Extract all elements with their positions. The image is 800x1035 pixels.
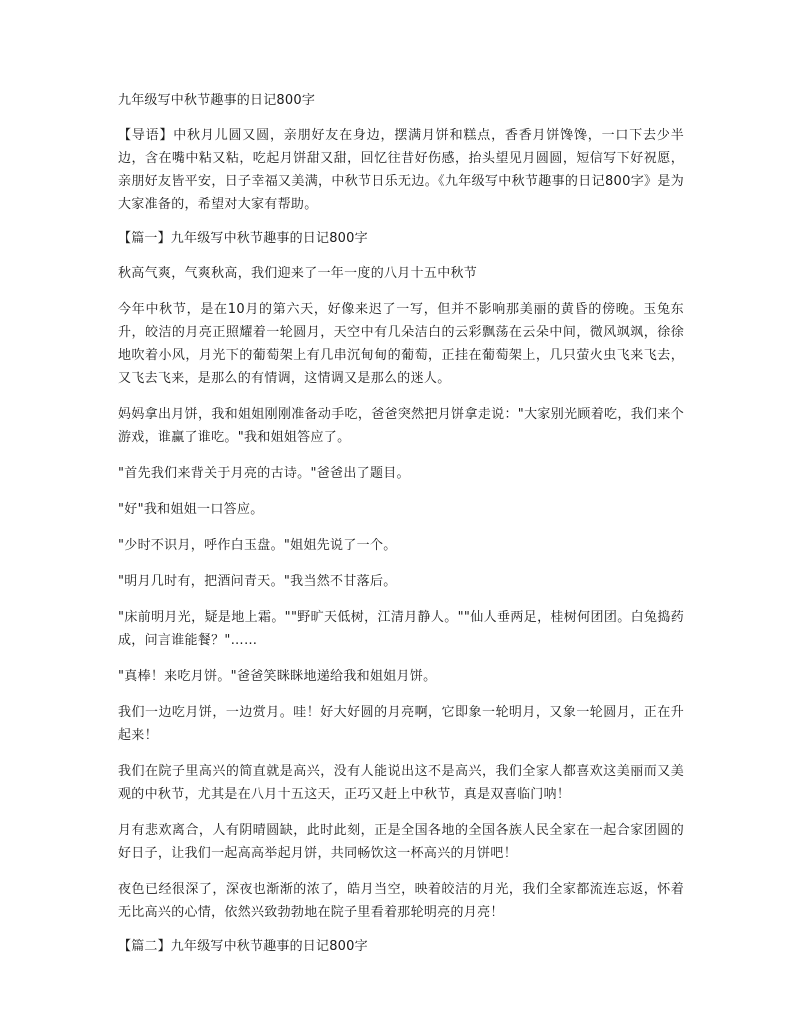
paragraph: "床前明月光，疑是地上霜。""野旷天低树，江清月静人。""仙人垂两足，桂树何团团。白兔捣药成，问言谁能餐？"…… (118, 610, 684, 648)
section-heading-2: 【篇二】九年级写中秋节趣事的日记800字 (118, 939, 368, 954)
paragraph: 妈妈拿出月饼，我和姐姐刚刚准备动手吃，爸爸突然把月饼拿走说："大家别光顾着吃，我们来个游戏，谁赢了谁吃。"我和姐姐答应了。 (118, 407, 684, 445)
paragraph: "好"我和姐姐一口答应。 (118, 502, 264, 517)
paragraph: "首先我们来背关于月亮的古诗。"爸爸出了题目。 (118, 466, 410, 481)
paragraph: 今年中秋节，是在10月的第六天，好像来迟了一写，但并不影响那美丽的黄昏的傍晚。玉兔东升，皎洁的月亮正照耀着一轮圆月，天空中有几朵洁白的云彩飘荡在云朵中间，微风飒飒，徐徐地吹着小风，月光下的葡萄架上有几串沉甸甸的葡萄，正挂在葡萄架上，几只萤火虫飞来飞去，又飞去飞来，是那么的有情调，这情调又是那么的迷人。 (118, 302, 684, 386)
section-heading-1: 【篇一】九年级写中秋节趣事的日记800字 (118, 231, 368, 246)
paragraph: 我们在院子里高兴的简直就是高兴，没有人能说出这不是高兴，我们全家人都喜欢这美丽而又美观的中秋节，尤其是在八月十五这天，正巧又赶上中秋节，真是双喜临门呐！ (118, 764, 684, 802)
document-title: 九年级写中秋节趣事的日记800字 (118, 93, 316, 108)
paragraph: 月有悲欢离合，人有阴晴圆缺，此时此刻，正是全国各地的全国各族人民全家在一起合家团圆的好日子，让我们一起高高举起月饼，共同畅饮这一杯高兴的月饼吧！ (118, 823, 684, 861)
paragraph: 我们一边吃月饼，一边赏月。哇！好大好圆的月亮啊，它即象一轮明月，又象一轮圆月，正在升起来！ (118, 705, 684, 743)
intro-paragraph: 【导语】中秋月儿圆又圆，亲朋好友在身边，摆满月饼和糕点，香香月饼馋馋，一口下去少半边，含在嘴中粘又粘，吃起月饼甜又甜，回忆往昔好伤感，抬头望见月圆圆，短信写下好祝愿，亲朋好友皆平安，日子幸福又美满，中秋节日乐无边。《九年级写中秋节趣事的日记800字》是为大家准备的，希望对大家有帮助。 (118, 128, 684, 212)
paragraph: "真棒！来吃月饼。"爸爸笑眯眯地递给我和姐姐月饼。 (118, 669, 437, 684)
paragraph: 夜色已经很深了，深夜也渐渐的浓了，皓月当空，映着皎洁的月光，我们全家都流连忘返，怀着无比高兴的心情，依然兴致勃勃地在院子里看着那轮明亮的月亮！ (118, 882, 684, 920)
paragraph: 秋高气爽，气爽秋高，我们迎来了一年一度的八月十五中秋节 (118, 266, 478, 281)
paragraph: "明月几时有，把酒问青天。"我当然不甘落后。 (118, 574, 397, 589)
paragraph: "少时不识月，呼作白玉盘。"姐姐先说了一个。 (118, 538, 397, 553)
document-page (118, 92, 684, 970)
